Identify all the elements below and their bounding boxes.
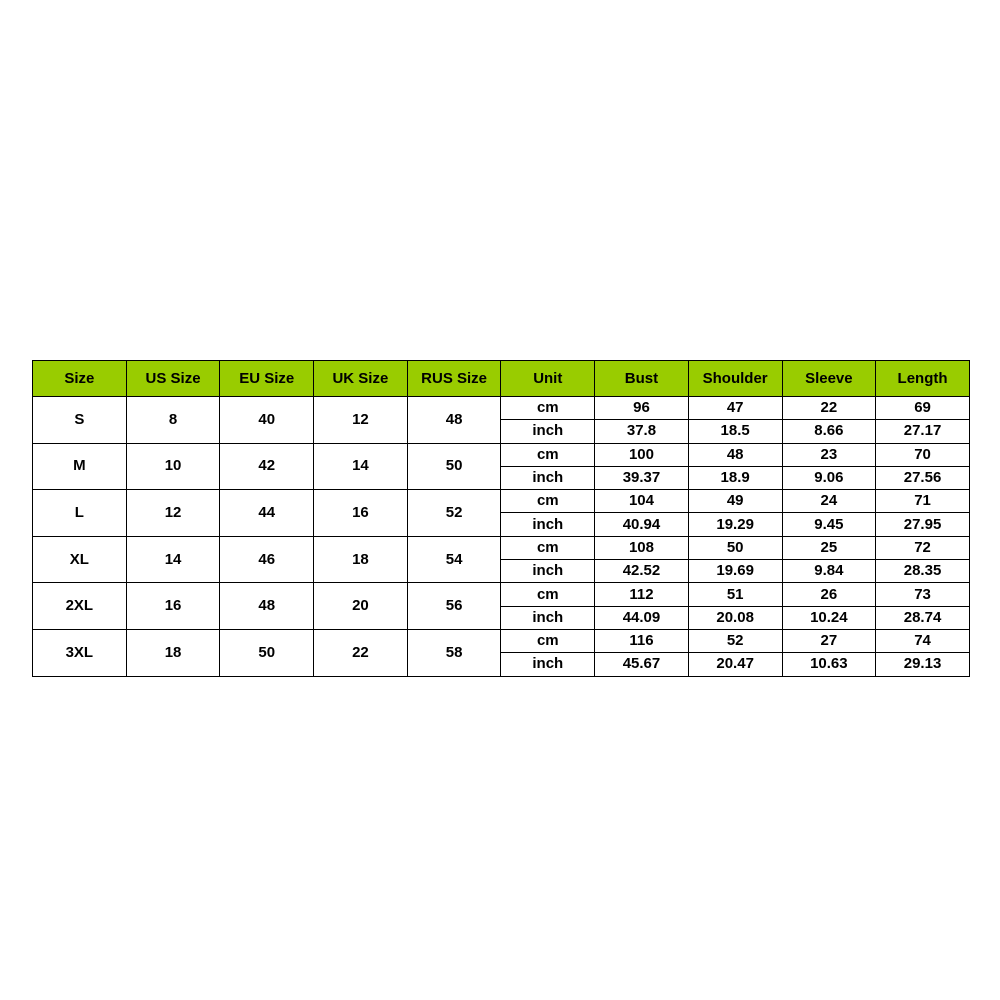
shoulder-cell: 20.08 (688, 606, 782, 629)
header-us-size: US Size (126, 361, 220, 397)
uk-size-cell: 20 (314, 583, 408, 630)
sleeve-cell: 8.66 (782, 420, 876, 443)
length-cell: 72 (876, 536, 970, 559)
shoulder-cell: 19.29 (688, 513, 782, 536)
shoulder-cell: 52 (688, 629, 782, 652)
length-cell: 29.13 (876, 653, 970, 676)
us-size-cell: 18 (126, 629, 220, 676)
header-sleeve: Sleeve (782, 361, 876, 397)
bust-cell: 39.37 (595, 466, 689, 489)
uk-size-cell: 16 (314, 490, 408, 537)
unit-cell: cm (501, 443, 595, 466)
sleeve-cell: 23 (782, 443, 876, 466)
length-cell: 74 (876, 629, 970, 652)
sleeve-cell: 27 (782, 629, 876, 652)
shoulder-cell: 47 (688, 397, 782, 420)
rus-size-cell: 56 (407, 583, 501, 630)
unit-cell: inch (501, 466, 595, 489)
us-size-cell: 10 (126, 443, 220, 490)
bust-cell: 108 (595, 536, 689, 559)
header-unit: Unit (501, 361, 595, 397)
sleeve-cell: 24 (782, 490, 876, 513)
length-cell: 28.74 (876, 606, 970, 629)
eu-size-cell: 50 (220, 629, 314, 676)
us-size-cell: 12 (126, 490, 220, 537)
length-cell: 27.95 (876, 513, 970, 536)
sleeve-cell: 9.06 (782, 466, 876, 489)
bust-cell: 45.67 (595, 653, 689, 676)
length-cell: 27.17 (876, 420, 970, 443)
eu-size-cell: 46 (220, 536, 314, 583)
table-header (33, 361, 970, 397)
eu-size-cell: 48 (220, 583, 314, 630)
uk-size-cell: 12 (314, 397, 408, 444)
unit-cell: cm (501, 629, 595, 652)
unit-cell: cm (501, 397, 595, 420)
table-row (33, 536, 970, 559)
bust-cell: 96 (595, 397, 689, 420)
shoulder-cell: 51 (688, 583, 782, 606)
length-cell: 27.56 (876, 466, 970, 489)
us-size-cell: 16 (126, 583, 220, 630)
size-cell: 3XL (33, 629, 127, 676)
size-cell: L (33, 490, 127, 537)
bust-cell: 100 (595, 443, 689, 466)
unit-cell: inch (501, 420, 595, 443)
us-size-cell: 8 (126, 397, 220, 444)
size-cell: M (33, 443, 127, 490)
shoulder-cell: 18.5 (688, 420, 782, 443)
header-size: Size (33, 361, 127, 397)
unit-cell: inch (501, 513, 595, 536)
bust-cell: 116 (595, 629, 689, 652)
shoulder-cell: 48 (688, 443, 782, 466)
eu-size-cell: 42 (220, 443, 314, 490)
size-chart-table (32, 360, 970, 677)
header-uk-size: UK Size (314, 361, 408, 397)
unit-cell: cm (501, 536, 595, 559)
rus-size-cell: 52 (407, 490, 501, 537)
rus-size-cell: 50 (407, 443, 501, 490)
uk-size-cell: 18 (314, 536, 408, 583)
uk-size-cell: 14 (314, 443, 408, 490)
bust-cell: 104 (595, 490, 689, 513)
bust-cell: 42.52 (595, 560, 689, 583)
sleeve-cell: 10.63 (782, 653, 876, 676)
rus-size-cell: 58 (407, 629, 501, 676)
sleeve-cell: 26 (782, 583, 876, 606)
bust-cell: 112 (595, 583, 689, 606)
bust-cell: 40.94 (595, 513, 689, 536)
rus-size-cell: 48 (407, 397, 501, 444)
bust-cell: 37.8 (595, 420, 689, 443)
length-cell: 73 (876, 583, 970, 606)
us-size-cell: 14 (126, 536, 220, 583)
table-row (33, 397, 970, 420)
unit-cell: cm (501, 583, 595, 606)
eu-size-cell: 44 (220, 490, 314, 537)
uk-size-cell: 22 (314, 629, 408, 676)
header-bust: Bust (595, 361, 689, 397)
rus-size-cell: 54 (407, 536, 501, 583)
sleeve-cell: 10.24 (782, 606, 876, 629)
size-cell: S (33, 397, 127, 444)
unit-cell: inch (501, 653, 595, 676)
table-row (33, 443, 970, 466)
table-row (33, 490, 970, 513)
unit-cell: inch (501, 606, 595, 629)
header-rus-size: RUS Size (407, 361, 501, 397)
table-row (33, 583, 970, 606)
table-body (33, 397, 970, 677)
unit-cell: inch (501, 560, 595, 583)
eu-size-cell: 40 (220, 397, 314, 444)
header-eu-size: EU Size (220, 361, 314, 397)
shoulder-cell: 50 (688, 536, 782, 559)
shoulder-cell: 49 (688, 490, 782, 513)
sleeve-cell: 9.45 (782, 513, 876, 536)
header-length: Length (876, 361, 970, 397)
bust-cell: 44.09 (595, 606, 689, 629)
size-cell: XL (33, 536, 127, 583)
length-cell: 28.35 (876, 560, 970, 583)
length-cell: 70 (876, 443, 970, 466)
table-row (33, 629, 970, 652)
shoulder-cell: 20.47 (688, 653, 782, 676)
sleeve-cell: 9.84 (782, 560, 876, 583)
header-row (33, 361, 970, 397)
header-shoulder: Shoulder (688, 361, 782, 397)
length-cell: 71 (876, 490, 970, 513)
sleeve-cell: 22 (782, 397, 876, 420)
shoulder-cell: 19.69 (688, 560, 782, 583)
shoulder-cell: 18.9 (688, 466, 782, 489)
sleeve-cell: 25 (782, 536, 876, 559)
length-cell: 69 (876, 397, 970, 420)
size-cell: 2XL (33, 583, 127, 630)
unit-cell: cm (501, 490, 595, 513)
